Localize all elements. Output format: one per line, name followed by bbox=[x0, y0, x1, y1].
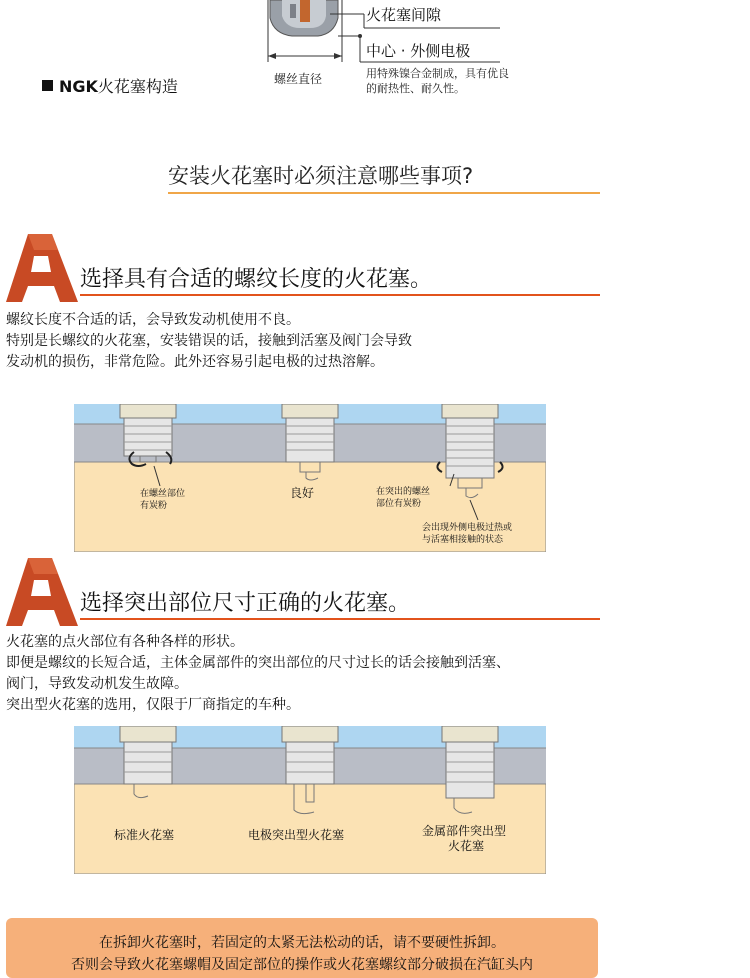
spark-plug-structure-diagram bbox=[230, 0, 530, 96]
answer-a2-line1: 火花塞的点火部位有各种各样的形状。 bbox=[6, 634, 244, 650]
answer-a-icon bbox=[4, 556, 82, 628]
a1-label-right-2: 部位有炭粉 bbox=[376, 499, 422, 509]
ngk-structure-caption bbox=[42, 74, 178, 97]
gap-callout-label: 火花塞间隙 bbox=[366, 6, 442, 24]
a2-label-metal-projected-1: 金属部件突出型 bbox=[422, 824, 507, 838]
a1-label-bottom-1: 会出现外侧电极过热或 bbox=[422, 523, 513, 533]
thread-diameter-label: 螺丝直径 bbox=[274, 72, 323, 86]
warning-line2: 否则会导致火花塞螺帽及固定部位的操作或火花塞螺纹部分破损在汽缸头内 bbox=[71, 957, 533, 973]
square-bullet-icon bbox=[42, 80, 53, 91]
a1-label-good: 良好 bbox=[290, 486, 315, 500]
answer-a2-line2: 即便是螺纹的长短合适，主体金属部件的突出部位的尺寸过长的话会接触到活塞、 bbox=[6, 655, 510, 671]
warning-line1: 在拆卸火花塞时，若固定的太紧无法松动的话，请不要硬性拆卸。 bbox=[99, 935, 505, 951]
section-heading-underline bbox=[168, 192, 600, 194]
a1-label-bottom-2: 与活塞相接触的状态 bbox=[422, 535, 504, 545]
ngk-structure-label: 火花塞构造 bbox=[97, 77, 178, 96]
answer-a1-underline bbox=[80, 294, 600, 296]
answer-a2-line3: 阀门，导致发动机发生故障。 bbox=[6, 676, 188, 692]
a2-label-metal-projected-2: 火花塞 bbox=[448, 839, 485, 853]
answer-a2-title: 选择突出部位尺寸正确的火花塞。 bbox=[80, 591, 411, 616]
answer-a1-line1: 螺纹长度不合适的话，会导致发动机使用不良。 bbox=[6, 312, 300, 328]
answer-a2-line4: 突出型火花塞的选用，仅限于厂商指定的车种。 bbox=[6, 697, 300, 713]
a2-label-electrode-projected: 电极突出型火花塞 bbox=[248, 828, 345, 842]
answer-a1-title: 选择具有合适的螺纹长度的火花塞。 bbox=[80, 267, 433, 292]
electrode-note-line1: 用特殊镍合金制成，具有优良 bbox=[366, 67, 509, 80]
a1-label-left-1: 在螺丝部位 bbox=[140, 489, 186, 499]
electrode-callout-label: 中心 · 外侧电极 bbox=[366, 42, 471, 60]
electrode-note-line2: 的耐热性、耐久性。 bbox=[366, 82, 465, 95]
section-heading: 安装火花塞时必须注意哪些事项? bbox=[168, 164, 474, 188]
thread-length-diagram bbox=[74, 404, 546, 552]
answer-a2-underline bbox=[80, 618, 600, 620]
answer-a1-line2: 特别是长螺纹的火花塞，安装错误的话，接触到活塞及阀门会导致 bbox=[6, 333, 412, 349]
answer-a1-line3: 发动机的损伤，非常危险。此外还容易引起电极的过热溶解。 bbox=[6, 354, 384, 370]
ngk-brand: NGK bbox=[59, 77, 98, 96]
warning-box bbox=[6, 918, 598, 978]
answer-a-icon bbox=[4, 232, 82, 304]
projection-type-diagram bbox=[74, 726, 546, 874]
a2-label-standard: 标准火花塞 bbox=[114, 828, 175, 842]
a1-label-left-2: 有炭粉 bbox=[140, 501, 168, 511]
a1-label-right-1: 在突出的螺丝 bbox=[376, 487, 431, 497]
